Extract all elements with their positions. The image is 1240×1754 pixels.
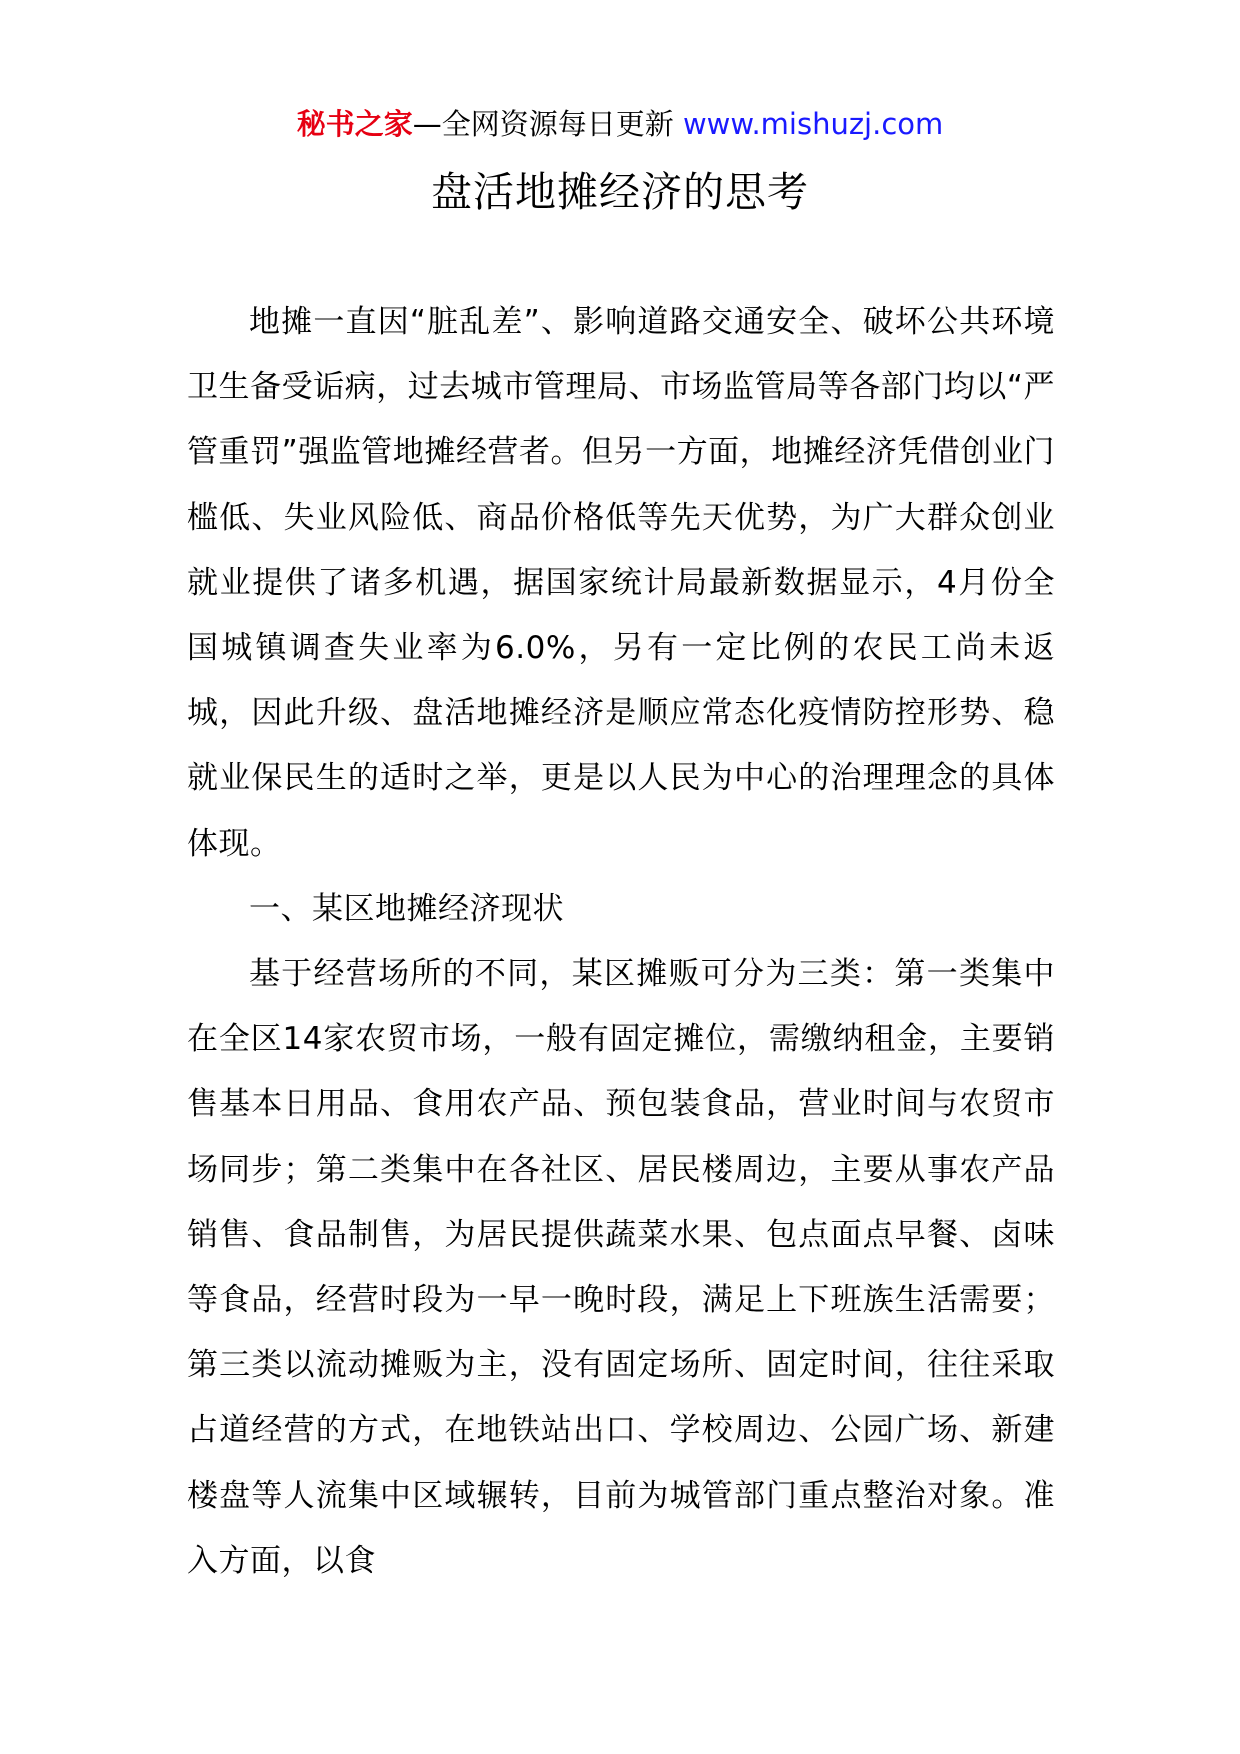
site-header <box>0 100 1240 148</box>
site-tagline: —全网资源每日更新 <box>412 107 683 141</box>
document-title: 盘活地摊经济的思考 <box>431 168 809 216</box>
site-url-link[interactable]: www.mishuzj.com <box>682 107 944 141</box>
document-body <box>187 290 1055 1594</box>
brand-name: 秘书之家 <box>296 107 413 141</box>
section-heading: 一、某区地摊经济现状 <box>249 890 564 927</box>
paragraph: 地摊一直因“脏乱差”、影响道路交通安全、破坏公共环境卫生备受诟病，过去城市管理局、市场监管局等各部门均以“严管重罚”强监管地摊经营者。但另一方面，地摊经济凭借创业门槛低、失业风险低、商品价格低等先天优势，为广大群众创业就业提供了诸多机遇，据国家统计局最新数据显示，4月份全国城镇调查失业率为6.0%，另有一定比例的农民工尚未返城，因此升级、盘活地摊经济是顺应常态化疫情防控形势、稳就业保民生的适时之举，更是以人民为中心的治理理念的具体体现。 <box>187 304 1055 862</box>
paragraph: 基于经营场所的不同，某区摊贩可分为三类：第一类集中在全区14家农贸市场，一般有固定摊位，需缴纳租金，主要销售基本日用品、食用农产品、预包装食品，营业时间与农贸市场同步；第二类集中在各社区、居民楼周边，主要从事农产品销售、食品制售，为居民提供蔬菜水果、包点面点早餐、卤味等食品，经营时段为一早一晚时段，满足上下班族生活需要；第三类以流动摊贩为主，没有固定场所、固定时间，往往采取占道经营的方式，在地铁站出口、学校周边、公园广场、新建楼盘等人流集中区域辗转，目前为城管部门重点整治对象。准入方面，以食 <box>187 956 1055 1579</box>
